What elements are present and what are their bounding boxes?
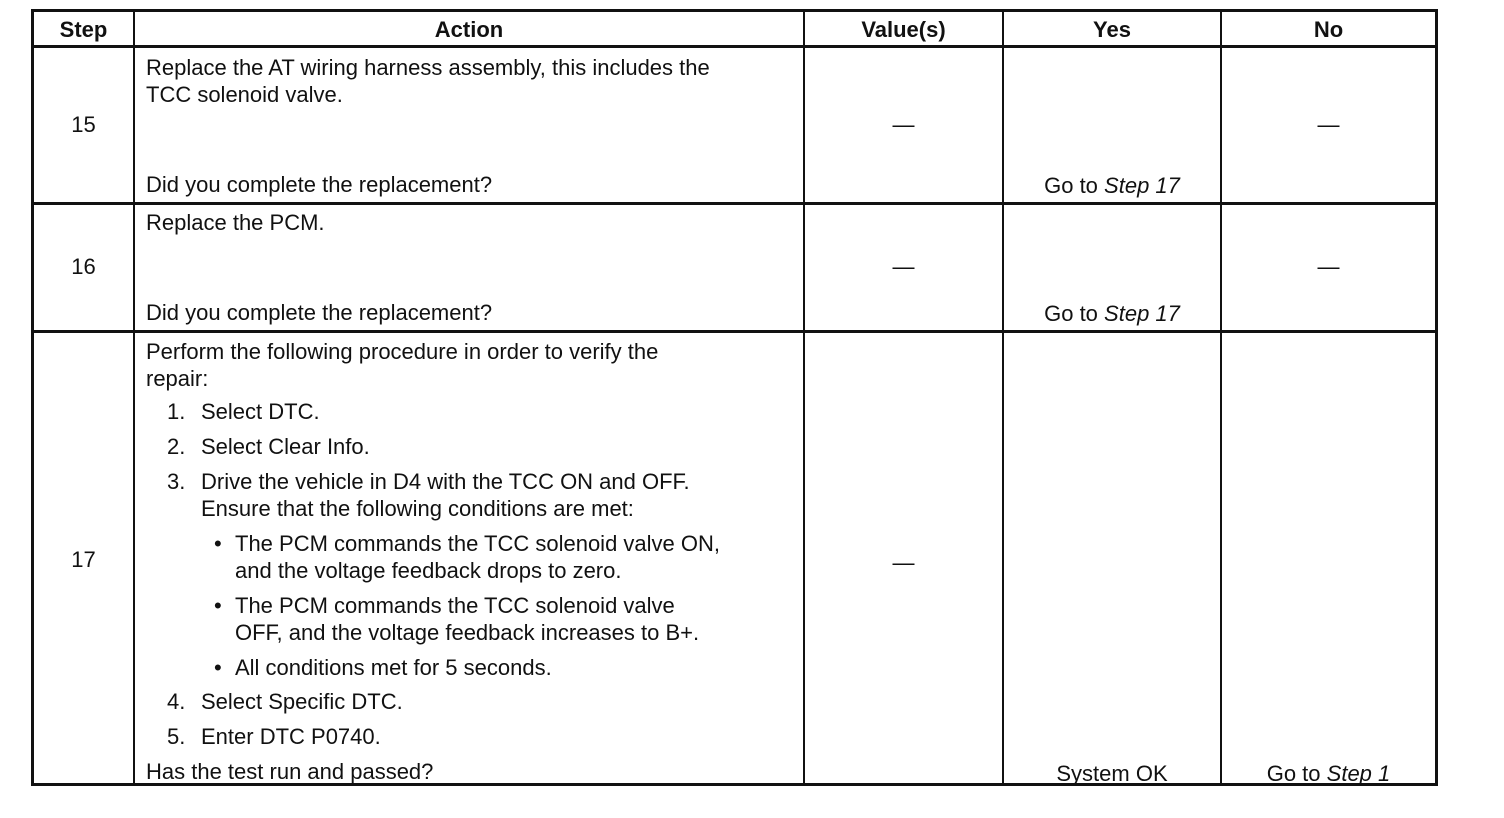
condition-bullet: [214, 654, 552, 681]
procedure-item: [167, 688, 403, 715]
value-cell: —: [892, 112, 915, 137]
bullet-text: and the voltage feedback drops to zero.: [235, 558, 622, 583]
action-line: Perform the following procedure in order to verify the: [146, 339, 659, 364]
no-cell: —: [1317, 254, 1340, 279]
item-number: 4.: [167, 689, 186, 714]
action-question: Did you complete the replacement?: [146, 300, 493, 325]
yes-cell: System OK: [1056, 761, 1168, 786]
column-divider: [133, 12, 135, 783]
item-text: Select Specific DTC.: [201, 689, 403, 714]
condition-bullet: [214, 592, 700, 645]
condition-bullet: [214, 530, 720, 583]
procedure-item: [167, 468, 690, 521]
header-action: Action: [434, 17, 504, 42]
value-cell: —: [892, 254, 915, 279]
yes-cell: [1004, 172, 1220, 199]
bullet-icon: •: [214, 655, 222, 680]
row-divider: [34, 202, 1435, 205]
item-number: 3.: [167, 469, 186, 494]
item-text: Enter DTC P0740.: [201, 724, 381, 749]
item-text: Select DTC.: [201, 399, 320, 424]
yes-cell: [1004, 300, 1220, 327]
header-no: No: [1313, 17, 1344, 42]
item-text: Ensure that the following conditions are met:: [201, 496, 634, 521]
bullet-text: OFF, and the voltage feedback increases to B+.: [235, 620, 700, 645]
goto-prefix: Go to: [1044, 301, 1098, 326]
goto-step-link: Step 1: [1326, 761, 1391, 786]
bullet-text: All conditions met for 5 seconds.: [235, 655, 552, 680]
goto-step-link: Step 17: [1104, 301, 1180, 326]
item-number: 2.: [167, 434, 186, 459]
bullet-text: The PCM commands the TCC solenoid valve: [235, 593, 675, 618]
diagnostic-table: [31, 9, 1438, 786]
no-cell: [1222, 760, 1435, 787]
goto-prefix: Go to: [1044, 173, 1098, 198]
value-cell: —: [892, 550, 915, 575]
step-number: 15: [71, 112, 96, 137]
procedure-item: [167, 723, 381, 750]
header-yes: Yes: [1093, 17, 1131, 42]
procedure-item: [167, 398, 320, 425]
row-divider: [34, 330, 1435, 333]
bullet-text: The PCM commands the TCC solenoid valve ON,: [235, 531, 720, 556]
column-divider: [1002, 12, 1004, 783]
step-number: 16: [71, 254, 96, 279]
item-text: Drive the vehicle in D4 with the TCC ON and OFF.: [201, 469, 690, 494]
action-line: Replace the AT wiring harness assembly, this includes the: [146, 55, 710, 80]
header-values: Value(s): [861, 17, 946, 42]
procedure-item: [167, 433, 370, 460]
action-question: Did you complete the replacement?: [146, 172, 493, 197]
header-step: Step: [59, 17, 108, 42]
action-text: [146, 54, 710, 108]
action-intro: [146, 338, 658, 392]
action-line: repair:: [146, 366, 209, 391]
bullet-icon: •: [214, 531, 222, 556]
item-text: Select Clear Info.: [201, 434, 370, 459]
no-cell: —: [1317, 112, 1340, 137]
action-line: TCC solenoid valve.: [146, 82, 343, 107]
step-number: 17: [71, 547, 96, 572]
bullet-icon: •: [214, 593, 222, 618]
action-text: Replace the PCM.: [146, 210, 325, 235]
goto-prefix: Go to: [1266, 761, 1321, 786]
goto-step-link: Step 17: [1104, 173, 1180, 198]
item-number: 5.: [167, 724, 186, 749]
item-number: 1.: [167, 399, 186, 424]
action-question: Has the test run and passed?: [146, 759, 434, 784]
